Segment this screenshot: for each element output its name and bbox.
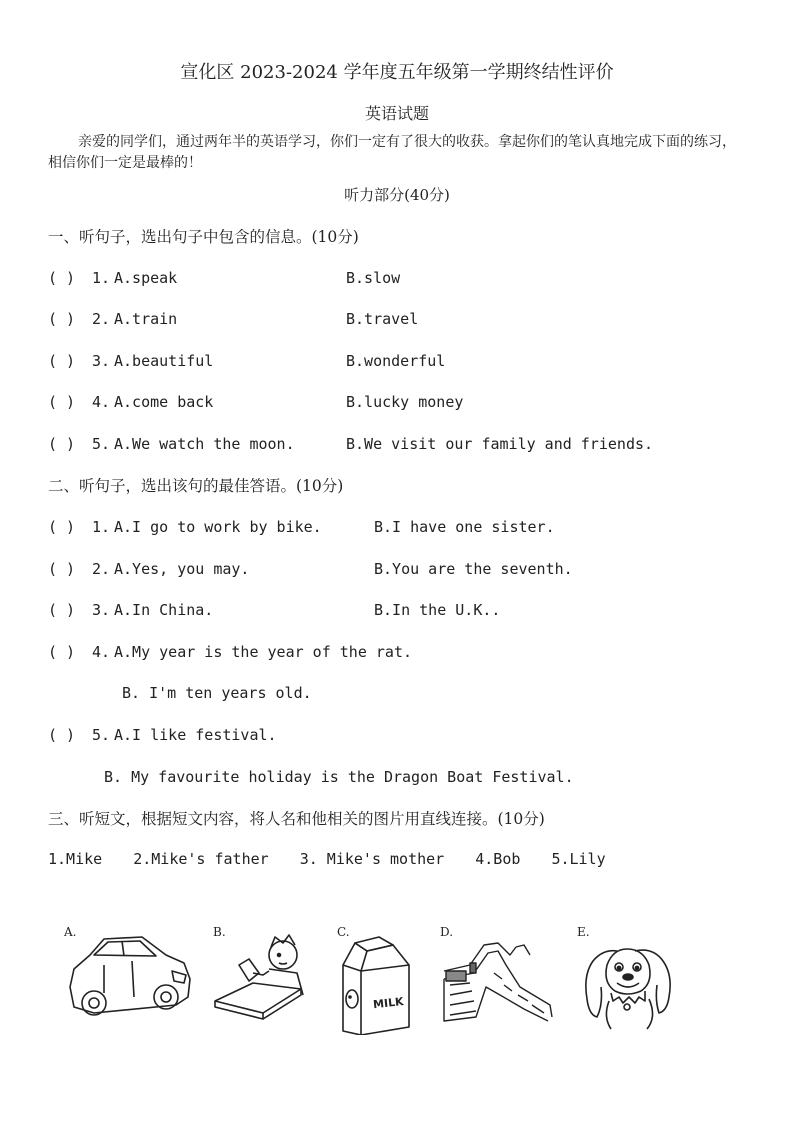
item-number: 5. [92,726,111,744]
item-number: 1. [92,269,111,287]
picture-letter: E. [577,925,590,939]
option-a: A.I go to work by bike. [114,518,322,536]
picture-letter: B. [213,925,226,939]
exam-title: 宣化区 2023-2024 学年度五年级第一学期终结性评价 [180,62,614,83]
milk-label: MILK [372,995,405,1012]
name-list [48,850,628,868]
option-a: A.come back [114,393,214,411]
answer-blank[interactable]: ( ) [48,726,76,744]
option-a: A.My year is the year of the rat. [114,643,413,661]
name-item[interactable]: 5.Lily [551,850,606,868]
car-icon [64,925,196,1025]
item-number: 4. [92,643,111,661]
option-b: B.wonderful [346,352,446,370]
option-b: B.In the U.K.. [374,601,501,619]
item-number: 2. [92,560,111,578]
exam-subtitle: 英语试题 [364,104,429,123]
picture-c[interactable] [337,925,417,1025]
picture-e[interactable] [577,925,681,1035]
answer-blank[interactable]: ( ) [48,518,76,536]
option-a: A.We watch the moon. [114,435,295,453]
answer-blank[interactable]: ( ) [48,310,76,328]
answer-blank[interactable]: ( ) [48,560,76,578]
section2-heading: 二、听句子，选出该句的最佳答语。(10分) [48,477,344,495]
option-b: B.slow [346,269,401,287]
section2-item-5-option-b: B. My favourite holiday is the Dragon Boat Festival. [104,768,574,786]
option-a: A.beautiful [114,352,214,370]
option-a: A.Yes, you may. [114,560,250,578]
option-a: A.In China. [114,601,214,619]
answer-blank[interactable]: ( ) [48,393,76,411]
item-number: 3. [92,352,111,370]
option-b: B.lucky money [346,393,464,411]
answer-blank[interactable]: ( ) [48,352,76,370]
name-item[interactable]: 4.Bob [475,850,521,868]
option-b: B.We visit our family and friends. [346,435,654,453]
milk-carton-icon [337,925,417,1035]
option-a: A.train [114,310,178,328]
intro-paragraph: 亲爱的同学们，通过两年半的英语学习，你们一定有了很大的收获。拿起你们的笔认真地完成下面的练习，相信你们一定是最棒的！ [48,134,736,171]
picture-letter: D. [440,925,454,939]
option-b: B.I have one sister. [374,518,555,536]
section2-item-4-option-b: B. I'm ten years old. [122,684,312,702]
answer-blank[interactable]: ( ) [48,435,76,453]
name-item[interactable]: 1.Mike [48,850,103,868]
name-item[interactable]: 3. Mike's mother [299,850,445,868]
item-number: 4. [92,393,111,411]
item-number: 5. [92,435,111,453]
boy-reading-icon [213,925,313,1021]
option-b: B.travel [346,310,419,328]
dog-icon [577,925,681,1035]
option-b: B.You are the seventh. [374,560,573,578]
picture-d[interactable] [440,925,556,1025]
picture-b[interactable] [213,925,313,1021]
picture-letter: A. [64,925,77,939]
section3-heading: 三、听短文，根据短文内容，将人名和他相关的图片用直线连接。(10分) [48,810,545,828]
answer-blank[interactable]: ( ) [48,601,76,619]
part-heading: 听力部分(40分) [344,186,450,204]
picture-letter: C. [337,925,350,939]
picture-a[interactable] [64,925,196,1025]
item-number: 1. [92,518,111,536]
item-number: 2. [92,310,111,328]
great-wall-icon [440,925,556,1025]
option-a: A.I like festival. [114,726,277,744]
option-a: A.speak [114,269,178,287]
answer-blank[interactable]: ( ) [48,643,76,661]
answer-blank[interactable]: ( ) [48,269,76,287]
section1-heading: 一、听句子，选出句子中包含的信息。(10分) [48,228,359,246]
item-number: 3. [92,601,111,619]
name-item[interactable]: 2.Mike's father [133,850,269,868]
